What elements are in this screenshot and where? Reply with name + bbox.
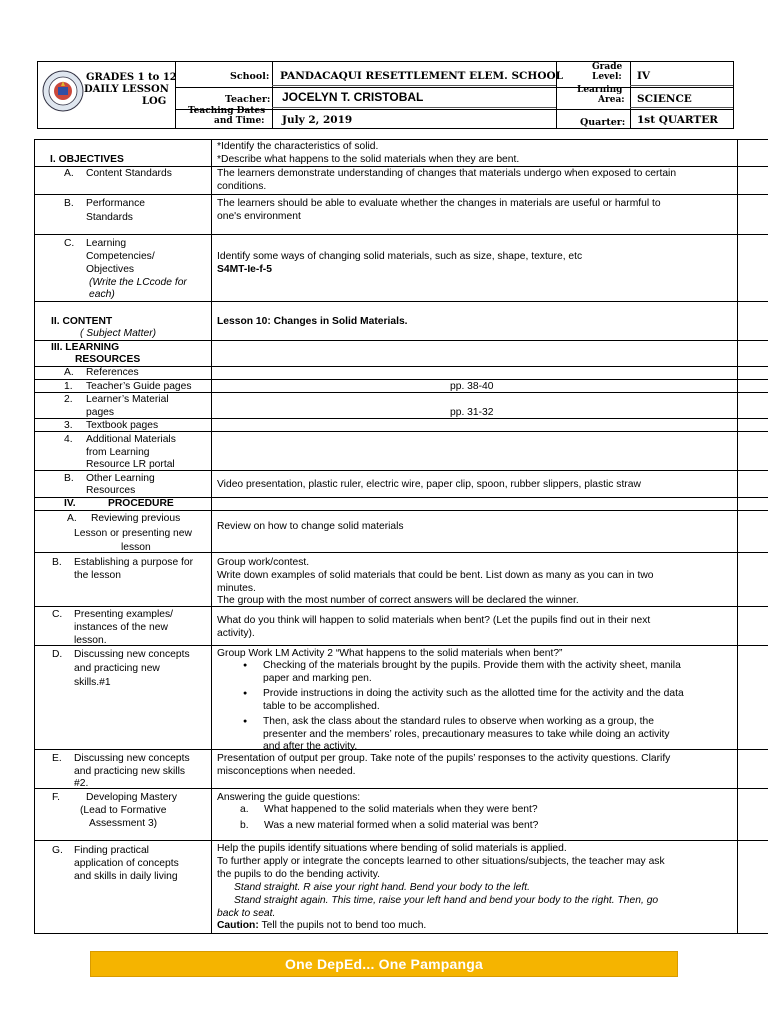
content-standards-text-2: conditions. [217,181,267,192]
procedure-b-label-1: Establishing a purpose for [74,557,194,568]
procedure-g-text-4: Stand straight. R aise your right hand. Bend your body to the left. [234,882,530,893]
content-lesson-title: Lesson 10: Changes in Solid Materials. [217,316,408,327]
procedure-b-text-2: Write down examples of solid materials that could be bent. List down as many as you can in two [217,570,654,581]
other-resources-label-1: Other Learning [86,473,155,484]
objective-line-1: *Identify the characteristics of solid. [217,141,379,152]
procedure-g-label-3: and skills in daily living [74,871,178,882]
competencies-letter: C. [64,238,75,249]
procedure-g-text-3: the pupils to do the bending activity. [217,869,380,880]
procedure-a-label-2: Lesson or presenting new [74,528,192,539]
dates-value: July 2, 2019 [282,114,353,126]
procedure-d-label-2: and practicing new [74,663,160,674]
dates-label-2: and Time: [214,116,265,126]
procedure-c-text-2: activity). [217,628,255,639]
performance-standards-label-1: Performance [86,198,145,209]
procedure-c-text-1: What do you think will happen to solid materials when bent? (Let the pupils find out in their next [217,615,651,626]
caution-text: Tell the pupils not to bend too much. [258,920,427,931]
procedure-b-label-2: the lesson [74,570,121,581]
procedure-d-label-3: skills.#1 [74,677,111,688]
competencies-label-3: Objectives [86,264,135,275]
procedure-a-letter: A. [67,513,77,524]
procedure-d-label-1: Discussing new concepts [74,649,190,660]
resources-heading-2: RESOURCES [75,354,141,365]
procedure-e-label-2: and practicing new skills [74,766,186,777]
procedure-heading: PROCEDURE [108,498,174,509]
procedure-f-q2: Was a new material formed when a solid material was bent? [264,820,539,831]
procedure-c-letter: C. [52,609,63,620]
content-sub: ( Subject Matter) [80,328,157,339]
procedure-c-label-1: Presenting examples/ [74,609,174,620]
teachers-guide-label: Teacher’s Guide pages [86,381,192,392]
caution-label: Caution: [217,920,259,931]
quarter-label: Quarter: [580,117,626,128]
procedure-g-text-1: Help the pupils identify situations where bending of solid materials is applied. [217,843,567,854]
procedure-e-label-1: Discussing new concepts [74,753,190,764]
procedure-f-label-2: (Lead to Formative [80,805,167,816]
procedure-f-letter: F. [52,792,61,803]
procedure-d-letter: D. [52,649,63,660]
procedure-g-caution-line [217,919,426,932]
procedure-c-label-2: instances of the new [74,622,168,633]
teacher-label: Teacher: [225,94,271,105]
content-heading: II. CONTENT [51,316,113,327]
procedure-e-label-3: #2. [74,778,89,789]
procedure-f-label-3: Assessment 3) [89,818,158,829]
procedure-g-text-5: Stand straight again. This time, raise your left hand and bend your body to the right. Then, go [234,895,659,906]
competencies-label-4: (Write the LCcode for [89,277,187,288]
content-standards-letter: A. [64,168,74,179]
additional-materials-num: 4. [64,434,73,445]
procedure-d-text: Group Work LM Activity 2 “What happens to the solid materials when bent?” [217,648,563,659]
other-resources-letter: B. [64,473,74,484]
school-label: School: [230,71,270,82]
header-title-line1: GRADES 1 to 12 [86,72,177,83]
area-label-1: Learning [577,85,623,95]
other-resources-label-2: Resources [86,485,136,496]
resources-heading-1: III. LEARNING [51,342,120,353]
learners-material-value: pp. 31-32 [450,407,494,418]
procedure-f-q1-num: a. [240,804,249,815]
content-standards-label: Content Standards [86,168,172,179]
procedure-b-text-1: Group work/contest. [217,557,310,568]
procedure-b-letter: B. [52,557,62,568]
procedure-g-label-1: Finding practical [74,845,149,856]
procedure-g-text-2: To further apply or integrate the concepts learned to other situations/subjects, the teacher may ask [217,856,665,867]
procedure-a-label-1: Reviewing previous [91,513,181,524]
procedure-f-text: Answering the guide questions: [217,792,361,803]
competencies-label-2: Competencies/ [86,251,155,262]
procedure-b-text-4: The group with the most number of correct answers will be declared the winner. [217,595,579,606]
other-resources-value: Video presentation, plastic ruler, electric wire, paper clip, spoon, rubber slippers, plastic straw [217,479,641,490]
performance-standards-text-1: The learners should be able to evaluate whether the changes in materials are useful or harmful to [217,198,661,209]
header-title-line3: LOG [142,96,167,107]
procedure-b-text-3: minutes. [217,583,256,594]
dates-label-1: Teaching Dates [188,106,266,116]
performance-standards-text-2: one's environment [217,211,301,222]
content-standards-text-1: The learners demonstrate understanding of changes that materials undergo when exposed to certain [217,168,677,179]
procedure-c-label-3: lesson. [74,635,107,646]
grade-label-1: Grade [592,62,623,72]
bullet-item: ● Provide instructions in doing the activity such as the allotted time for the activity and the data table to be accomplished. [237,688,737,713]
deped-seal-logo [42,70,84,112]
area-value: SCIENCE [637,93,692,105]
footer-banner-text: One DepEd... One Pampanga [285,956,483,972]
performance-standards-label-2: Standards [86,212,133,223]
grade-value: IV [637,70,651,82]
objective-line-2: *Describe what happens to the solid materials when they are bent. [217,154,520,165]
textbook-label: Textbook pages [86,420,159,431]
procedure-heading-num: IV. [64,498,76,509]
learners-material-label-2: pages [86,407,115,418]
competencies-label-5: each) [89,289,115,300]
teacher-value: JOCELYN T. CRISTOBAL [282,90,424,104]
area-label-2: Area: [598,95,625,105]
grade-label-2: Level: [592,72,622,82]
footer-banner [90,951,678,977]
procedure-a-label-3: lesson [121,542,151,553]
competencies-text: Identify some ways of changing solid materials, such as size, shape, texture, etc [217,251,583,262]
procedure-f-label-1: Developing Mastery [86,792,177,803]
procedure-f-q2-num: b. [240,820,249,831]
additional-materials-label-2: from Learning [86,447,150,458]
performance-standards-letter: B. [64,198,74,209]
procedure-e-letter: E. [52,753,62,764]
procedure-g-letter: G. [52,845,63,856]
competencies-code: S4MT-Ie-f-5 [217,264,272,275]
references-letter: A. [64,367,74,378]
school-value: PANDACAQUI RESETTLEMENT ELEM. SCHOOL [280,70,564,82]
textbook-num: 3. [64,420,73,431]
learners-material-label-1: Learner’s Material [86,394,169,405]
procedure-g-text-6: back to seat. [217,908,276,919]
procedure-g-label-2: application of concepts [74,858,179,869]
procedure-e-text-2: misconceptions when needed. [217,766,356,777]
procedure-f-q1: What happened to the solid materials when they were bent? [264,804,538,815]
bullet-item: ● Checking of the materials brought by the pupils. Provide them with the activity sheet, manila paper and marking pen. [237,660,737,685]
teachers-guide-num: 1. [64,381,73,392]
additional-materials-label-1: Additional Materials [86,434,176,445]
procedure-d-bullet-list [237,660,737,754]
bullet-item: ● Then, ask the class about the standard rules to observe when working as a group, the presenter and the members’ roles, precautionary measures to take while doing an activity and after the activity. [237,716,737,754]
procedure-a-text: Review on how to change solid materials [217,521,404,532]
competencies-label-1: Learning [86,238,127,249]
teachers-guide-value: pp. 38-40 [450,381,494,392]
objectives-heading: I. OBJECTIVES [50,154,124,165]
additional-materials-label-3: Resource LR portal [86,459,175,470]
header-title-line2: DAILY LESSON [84,84,169,95]
procedure-e-text-1: Presentation of output per group. Take note of the pupils’ responses to the activity questions. Clarify [217,753,671,764]
learners-material-num: 2. [64,394,73,405]
quarter-value: 1st QUARTER [637,114,718,126]
references-label: References [86,367,139,378]
